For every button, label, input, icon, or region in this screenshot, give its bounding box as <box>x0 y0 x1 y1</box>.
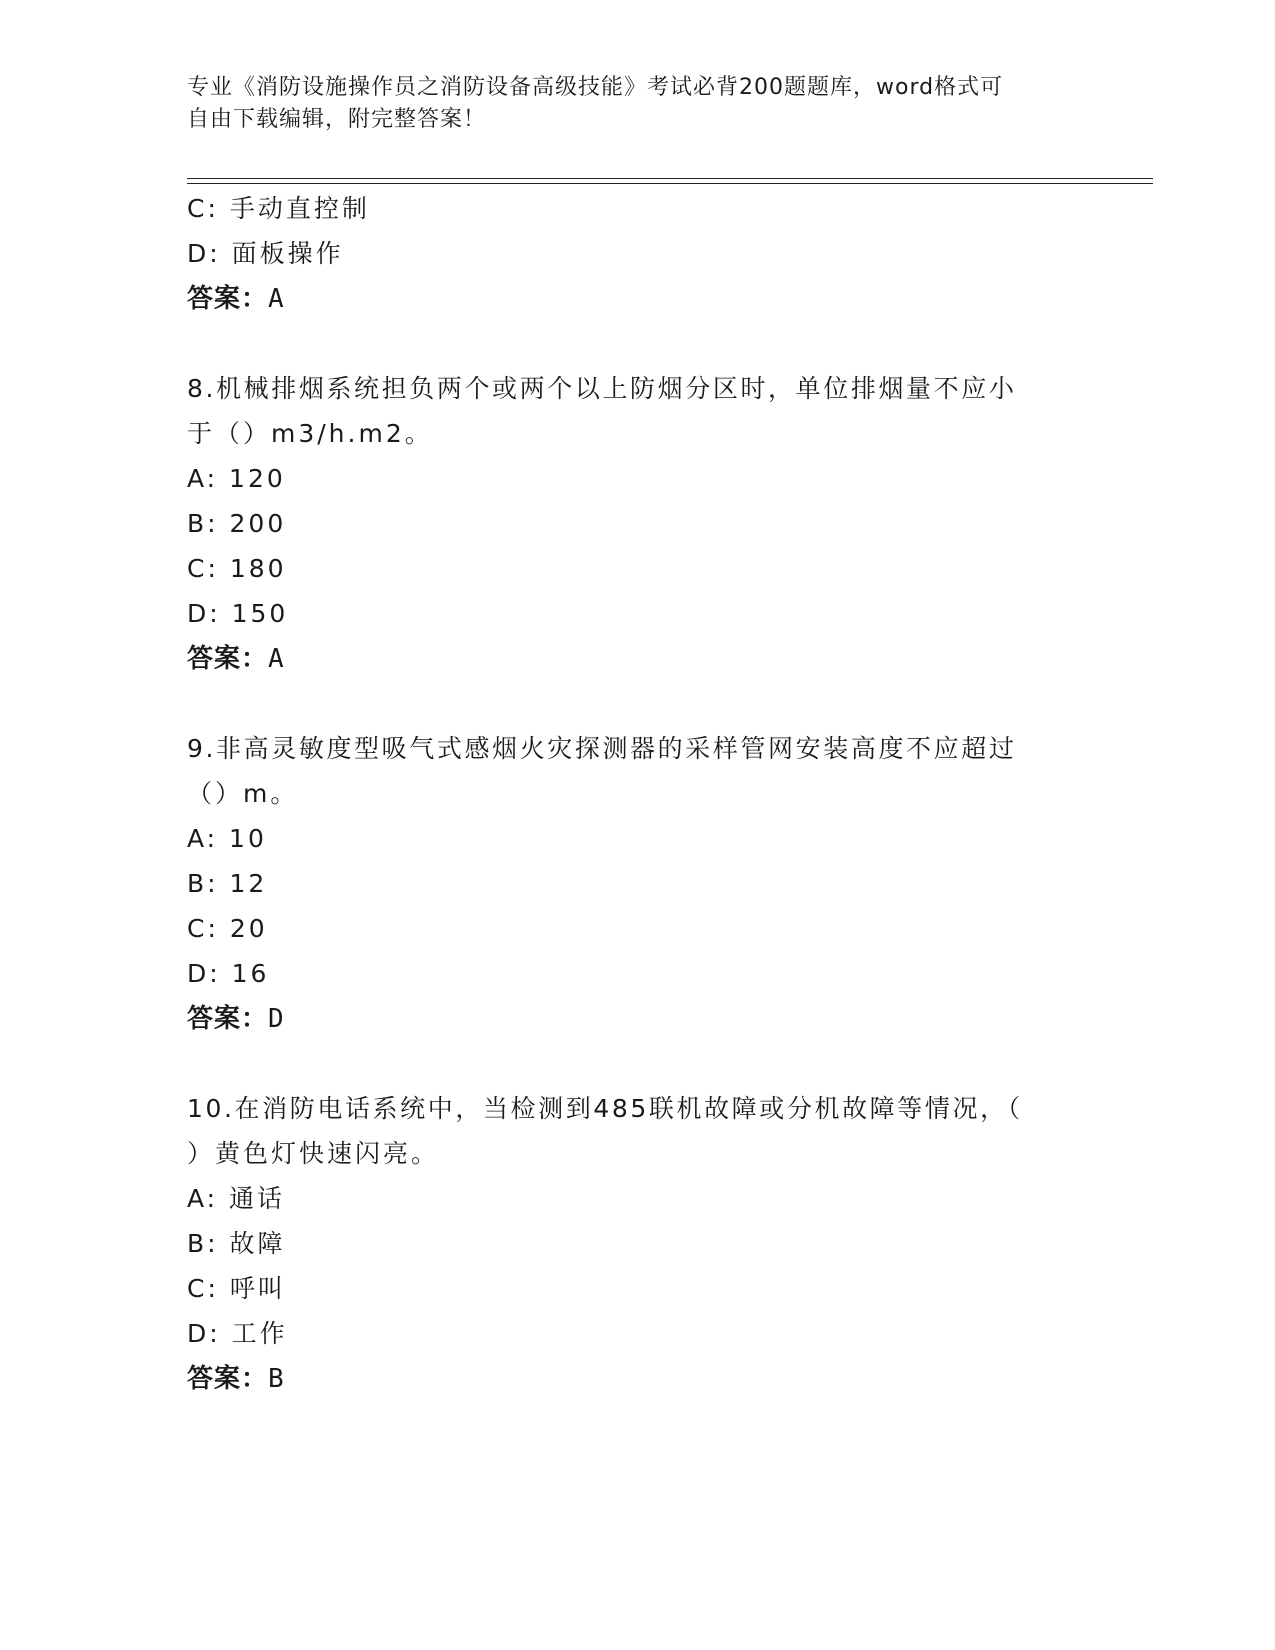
q9-stem-line-2: （）m。 <box>187 779 299 808</box>
answer-label: 答案： <box>187 644 269 674</box>
prev-option-d: D: 面板操作 <box>187 239 344 268</box>
q10-option-b: B: 故障 <box>187 1229 286 1258</box>
q10-answer <box>187 1362 285 1396</box>
q9-option-c: C: 20 <box>187 914 268 943</box>
answer-value: A <box>268 644 285 674</box>
q8-option-c: C: 180 <box>187 554 287 583</box>
header-divider-top <box>187 178 1153 179</box>
header-divider-bottom <box>187 183 1153 184</box>
q10-stem-line-2: ）黄色灯快速闪亮。 <box>187 1139 440 1168</box>
q9-option-b: B: 12 <box>187 869 268 898</box>
q8-stem-line-1: 8.机械排烟系统担负两个或两个以上防烟分区时，单位排烟量不应小 <box>187 374 1017 403</box>
q10-option-c: C: 呼叫 <box>187 1274 286 1303</box>
answer-value: B <box>268 1364 285 1394</box>
q9-option-a: A: 10 <box>187 824 267 853</box>
prev-answer <box>187 282 285 316</box>
document-header <box>187 72 1067 136</box>
q9-answer <box>187 1002 285 1036</box>
prev-option-c: C: 手动直控制 <box>187 194 370 223</box>
q9-stem-line-1: 9.非高灵敏度型吸气式感烟火灾探测器的采样管网安装高度不应超过 <box>187 734 1017 763</box>
q8-answer <box>187 642 285 676</box>
q10-stem-line-1: 10.在消防电话系统中，当检测到485联机故障或分机故障等情况，（ <box>187 1094 1023 1123</box>
q9-option-d: D: 16 <box>187 959 270 988</box>
q8-option-b: B: 200 <box>187 509 287 538</box>
q8-option-a: A: 120 <box>187 464 286 493</box>
answer-value: A <box>268 284 285 314</box>
answer-label: 答案： <box>187 1004 269 1034</box>
q8-option-d: D: 150 <box>187 599 289 628</box>
answer-value: D <box>268 1004 285 1034</box>
q10-option-d: D: 工作 <box>187 1319 288 1348</box>
q10-option-a: A: 通话 <box>187 1184 286 1213</box>
header-line-1: 专业《消防设施操作员之消防设备高级技能》考试必背200题题库，word格式可 <box>187 75 1004 100</box>
header-line-2: 自由下载编辑，附完整答案！ <box>187 107 487 132</box>
q8-stem-line-2: 于（）m3/h.m2。 <box>187 419 433 448</box>
answer-label: 答案： <box>187 1364 269 1394</box>
answer-label: 答案： <box>187 284 269 314</box>
